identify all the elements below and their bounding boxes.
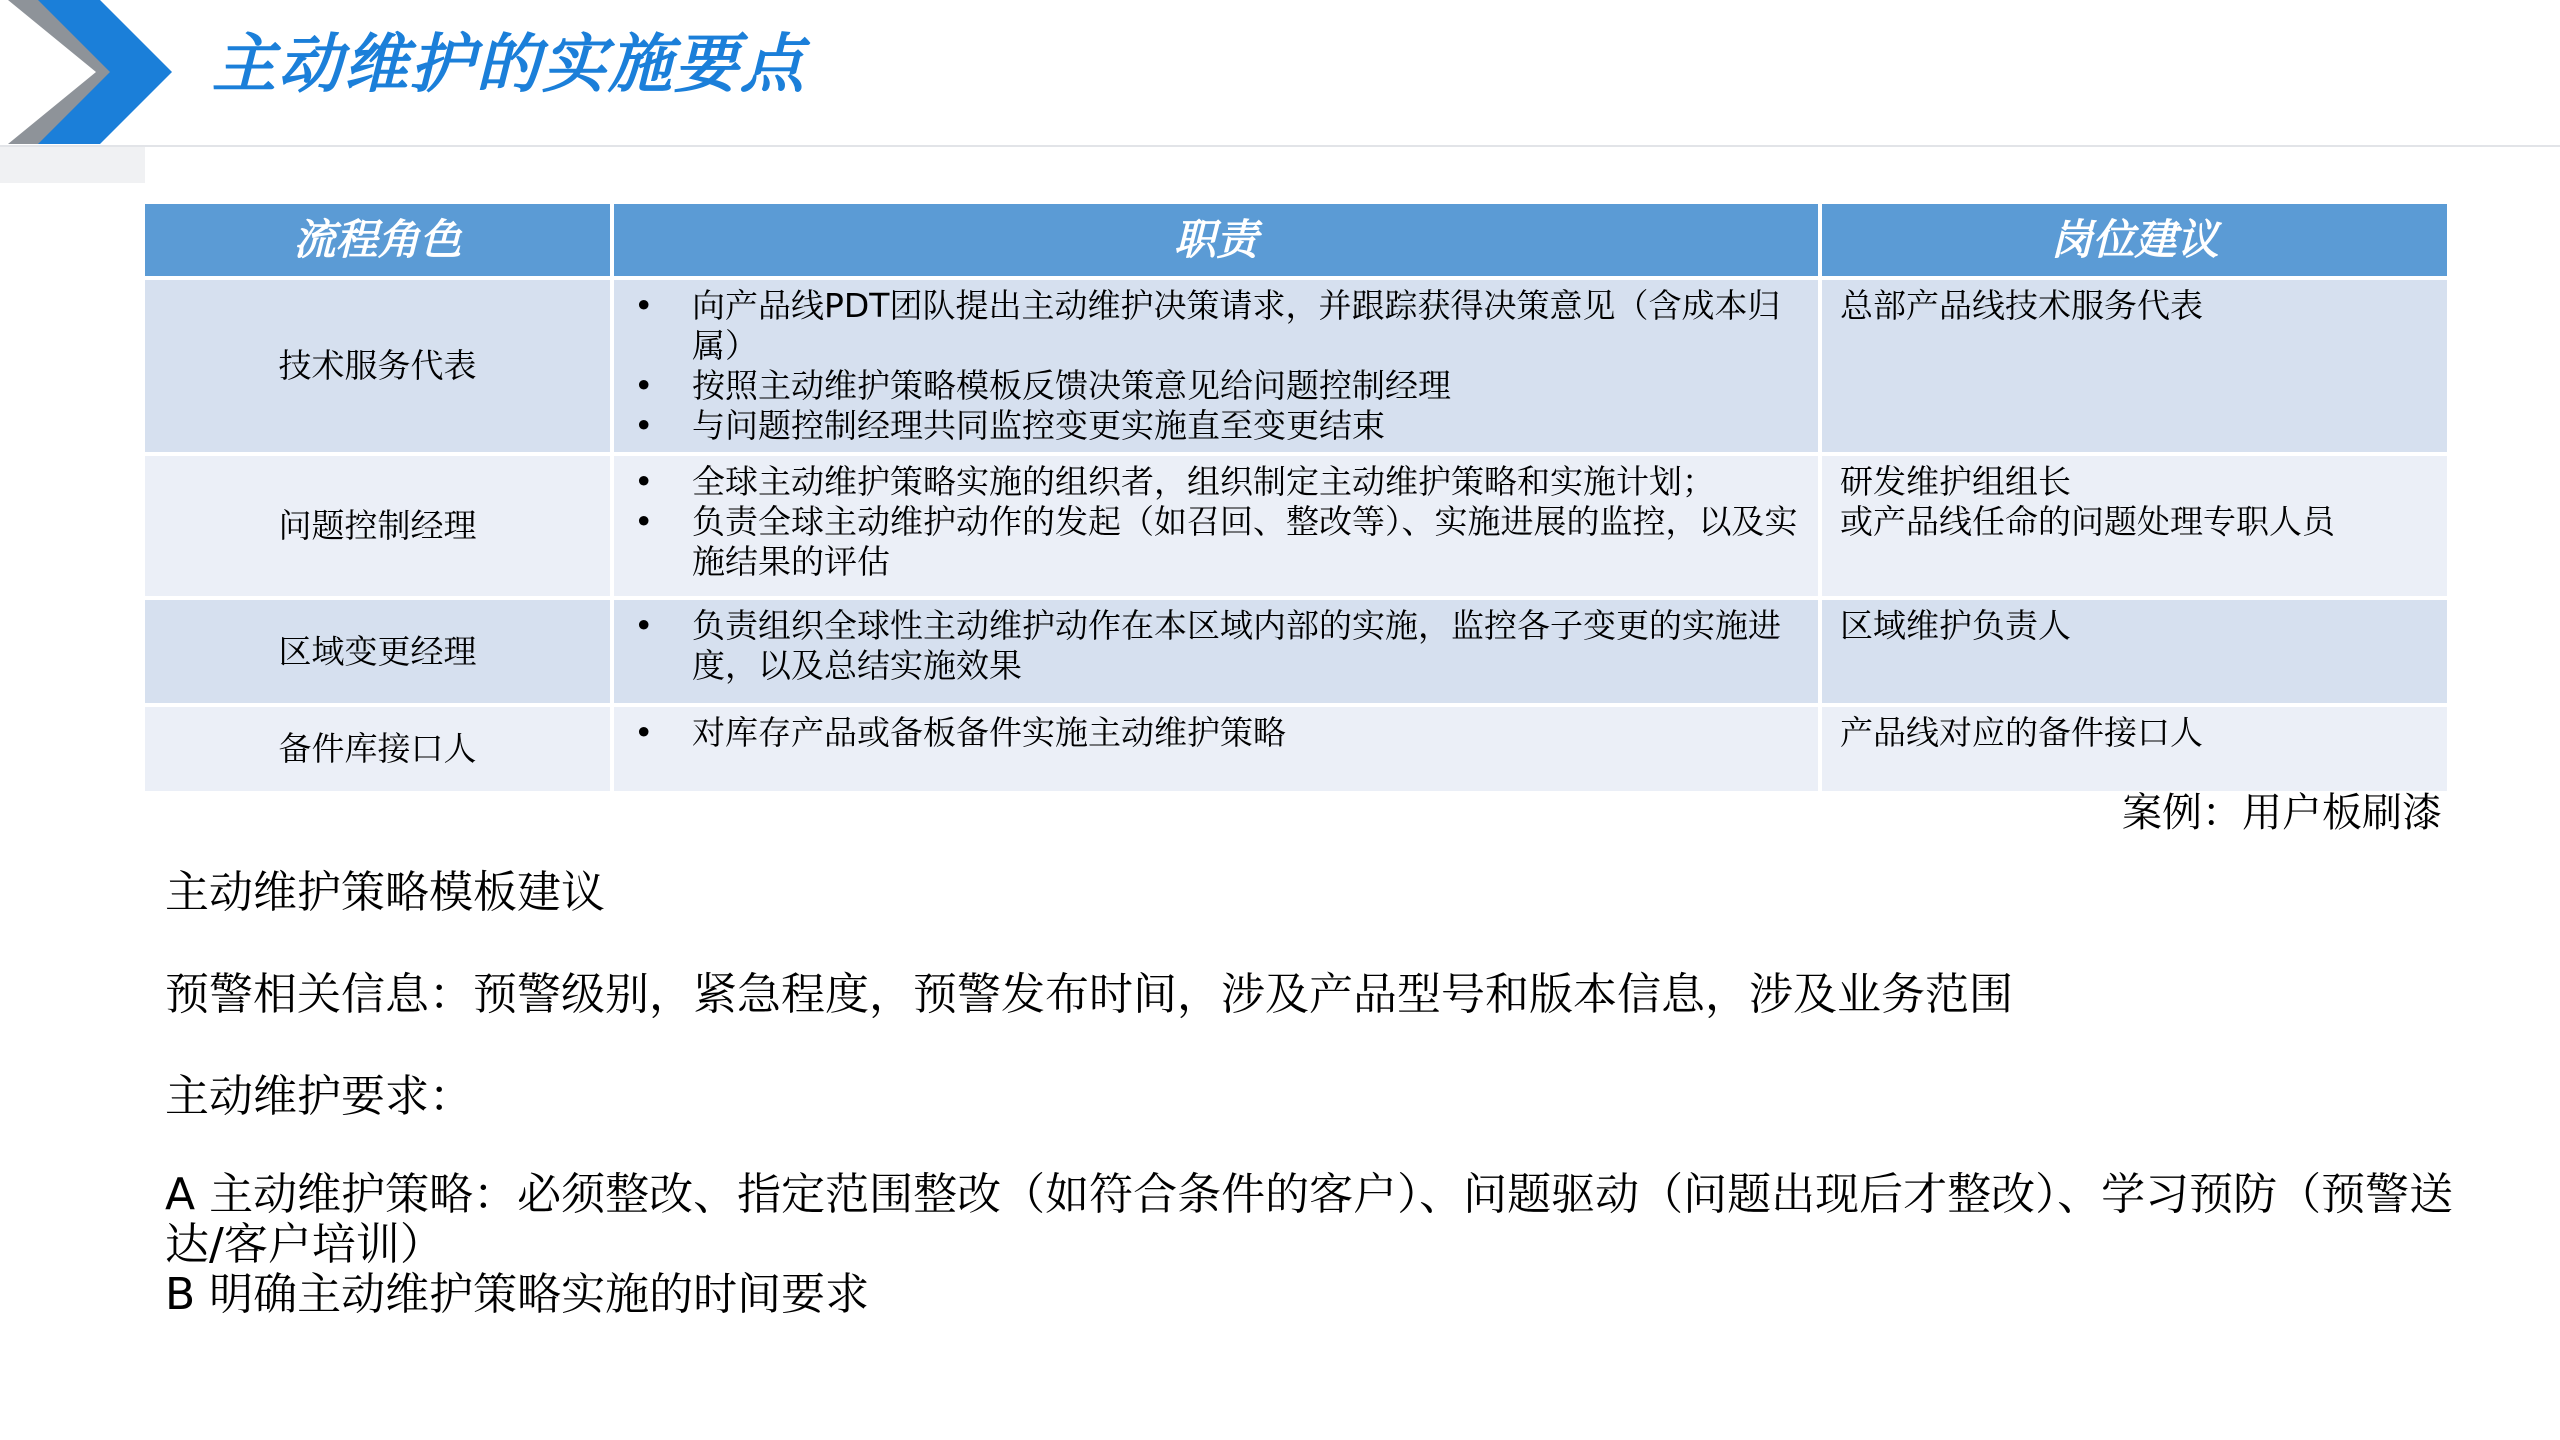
table-row bbox=[145, 705, 2447, 793]
duty-item: • 负责组织全球性主动维护动作在本区域内部的实施，监控各子变更的实施进度，以及总结实施效果 bbox=[614, 606, 1804, 686]
page-title: 主动维护的实施要点 bbox=[212, 28, 806, 102]
chevron-logo-icon bbox=[0, 0, 180, 150]
table-row bbox=[145, 454, 2447, 598]
duties-cell bbox=[612, 705, 1820, 793]
duty-list bbox=[614, 713, 1804, 753]
requirement-item-a: A 主动维护策略：必须整改、指定范围整改（如符合条件的客户）、问题驱动（问题出现后才整改）、学习预防（预警送达/客户培训） bbox=[165, 1169, 2454, 1270]
roles-table bbox=[145, 204, 2447, 795]
post-cell bbox=[1820, 454, 2447, 598]
duty-item: • 向产品线PDT团队提出主动维护决策请求，并跟踪获得决策意见（含成本归属） bbox=[614, 286, 1804, 366]
duty-item: • 全球主动维护策略实施的组织者，组织制定主动维护策略和实施计划； bbox=[614, 462, 1804, 502]
post-cell bbox=[1820, 278, 2447, 454]
title-divider bbox=[0, 145, 2560, 147]
post-line: 产品线对应的备件接口人 bbox=[1840, 713, 2203, 752]
role-cell: 问题控制经理 bbox=[145, 454, 612, 598]
duties-cell bbox=[612, 454, 1820, 598]
section-heading: 主动维护策略模板建议 bbox=[165, 867, 605, 918]
warning-info-text: 预警相关信息：预警级别，紧急程度，预警发布时间，涉及产品型号和版本信息，涉及业务范围 bbox=[165, 969, 2013, 1020]
role-cell: 备件库接口人 bbox=[145, 705, 612, 793]
duties-cell bbox=[612, 598, 1820, 705]
header-role: 流程角色 bbox=[145, 204, 612, 278]
duty-list bbox=[614, 286, 1804, 446]
requirements-title: 主动维护要求： bbox=[165, 1071, 473, 1122]
post-cell bbox=[1820, 705, 2447, 793]
header-duties: 职责 bbox=[612, 204, 1820, 278]
table-header-row bbox=[145, 204, 2447, 278]
duty-list bbox=[614, 606, 1804, 686]
table-row bbox=[145, 598, 2447, 705]
post-cell bbox=[1820, 598, 2447, 705]
header-post: 岗位建议 bbox=[1820, 204, 2447, 278]
duty-item: • 与问题控制经理共同监控变更实施直至变更结束 bbox=[614, 406, 1804, 446]
header-underbar bbox=[0, 145, 145, 183]
table-row bbox=[145, 278, 2447, 454]
duties-cell bbox=[612, 278, 1820, 454]
post-line: 区域维护负责人 bbox=[1840, 606, 2071, 645]
case-label: 案例：用户板刷漆 bbox=[2122, 790, 2442, 836]
post-line: 或产品线任命的问题处理专职人员 bbox=[1840, 502, 2335, 541]
duty-item: • 按照主动维护策略模板反馈决策意见给问题控制经理 bbox=[614, 366, 1804, 406]
post-line: 研发维护组组长 bbox=[1840, 462, 2071, 501]
post-line: 总部产品线技术服务代表 bbox=[1840, 286, 2203, 325]
duty-item: • 负责全球主动维护动作的发起（如召回、整改等）、实施进展的监控，以及实施结果的评估 bbox=[614, 502, 1804, 582]
requirement-item-b: B 明确主动维护策略实施的时间要求 bbox=[165, 1269, 870, 1320]
duty-item: • 对库存产品或备板备件实施主动维护策略 bbox=[614, 713, 1804, 753]
duty-list bbox=[614, 462, 1804, 582]
role-cell: 区域变更经理 bbox=[145, 598, 612, 705]
role-cell: 技术服务代表 bbox=[145, 278, 612, 454]
